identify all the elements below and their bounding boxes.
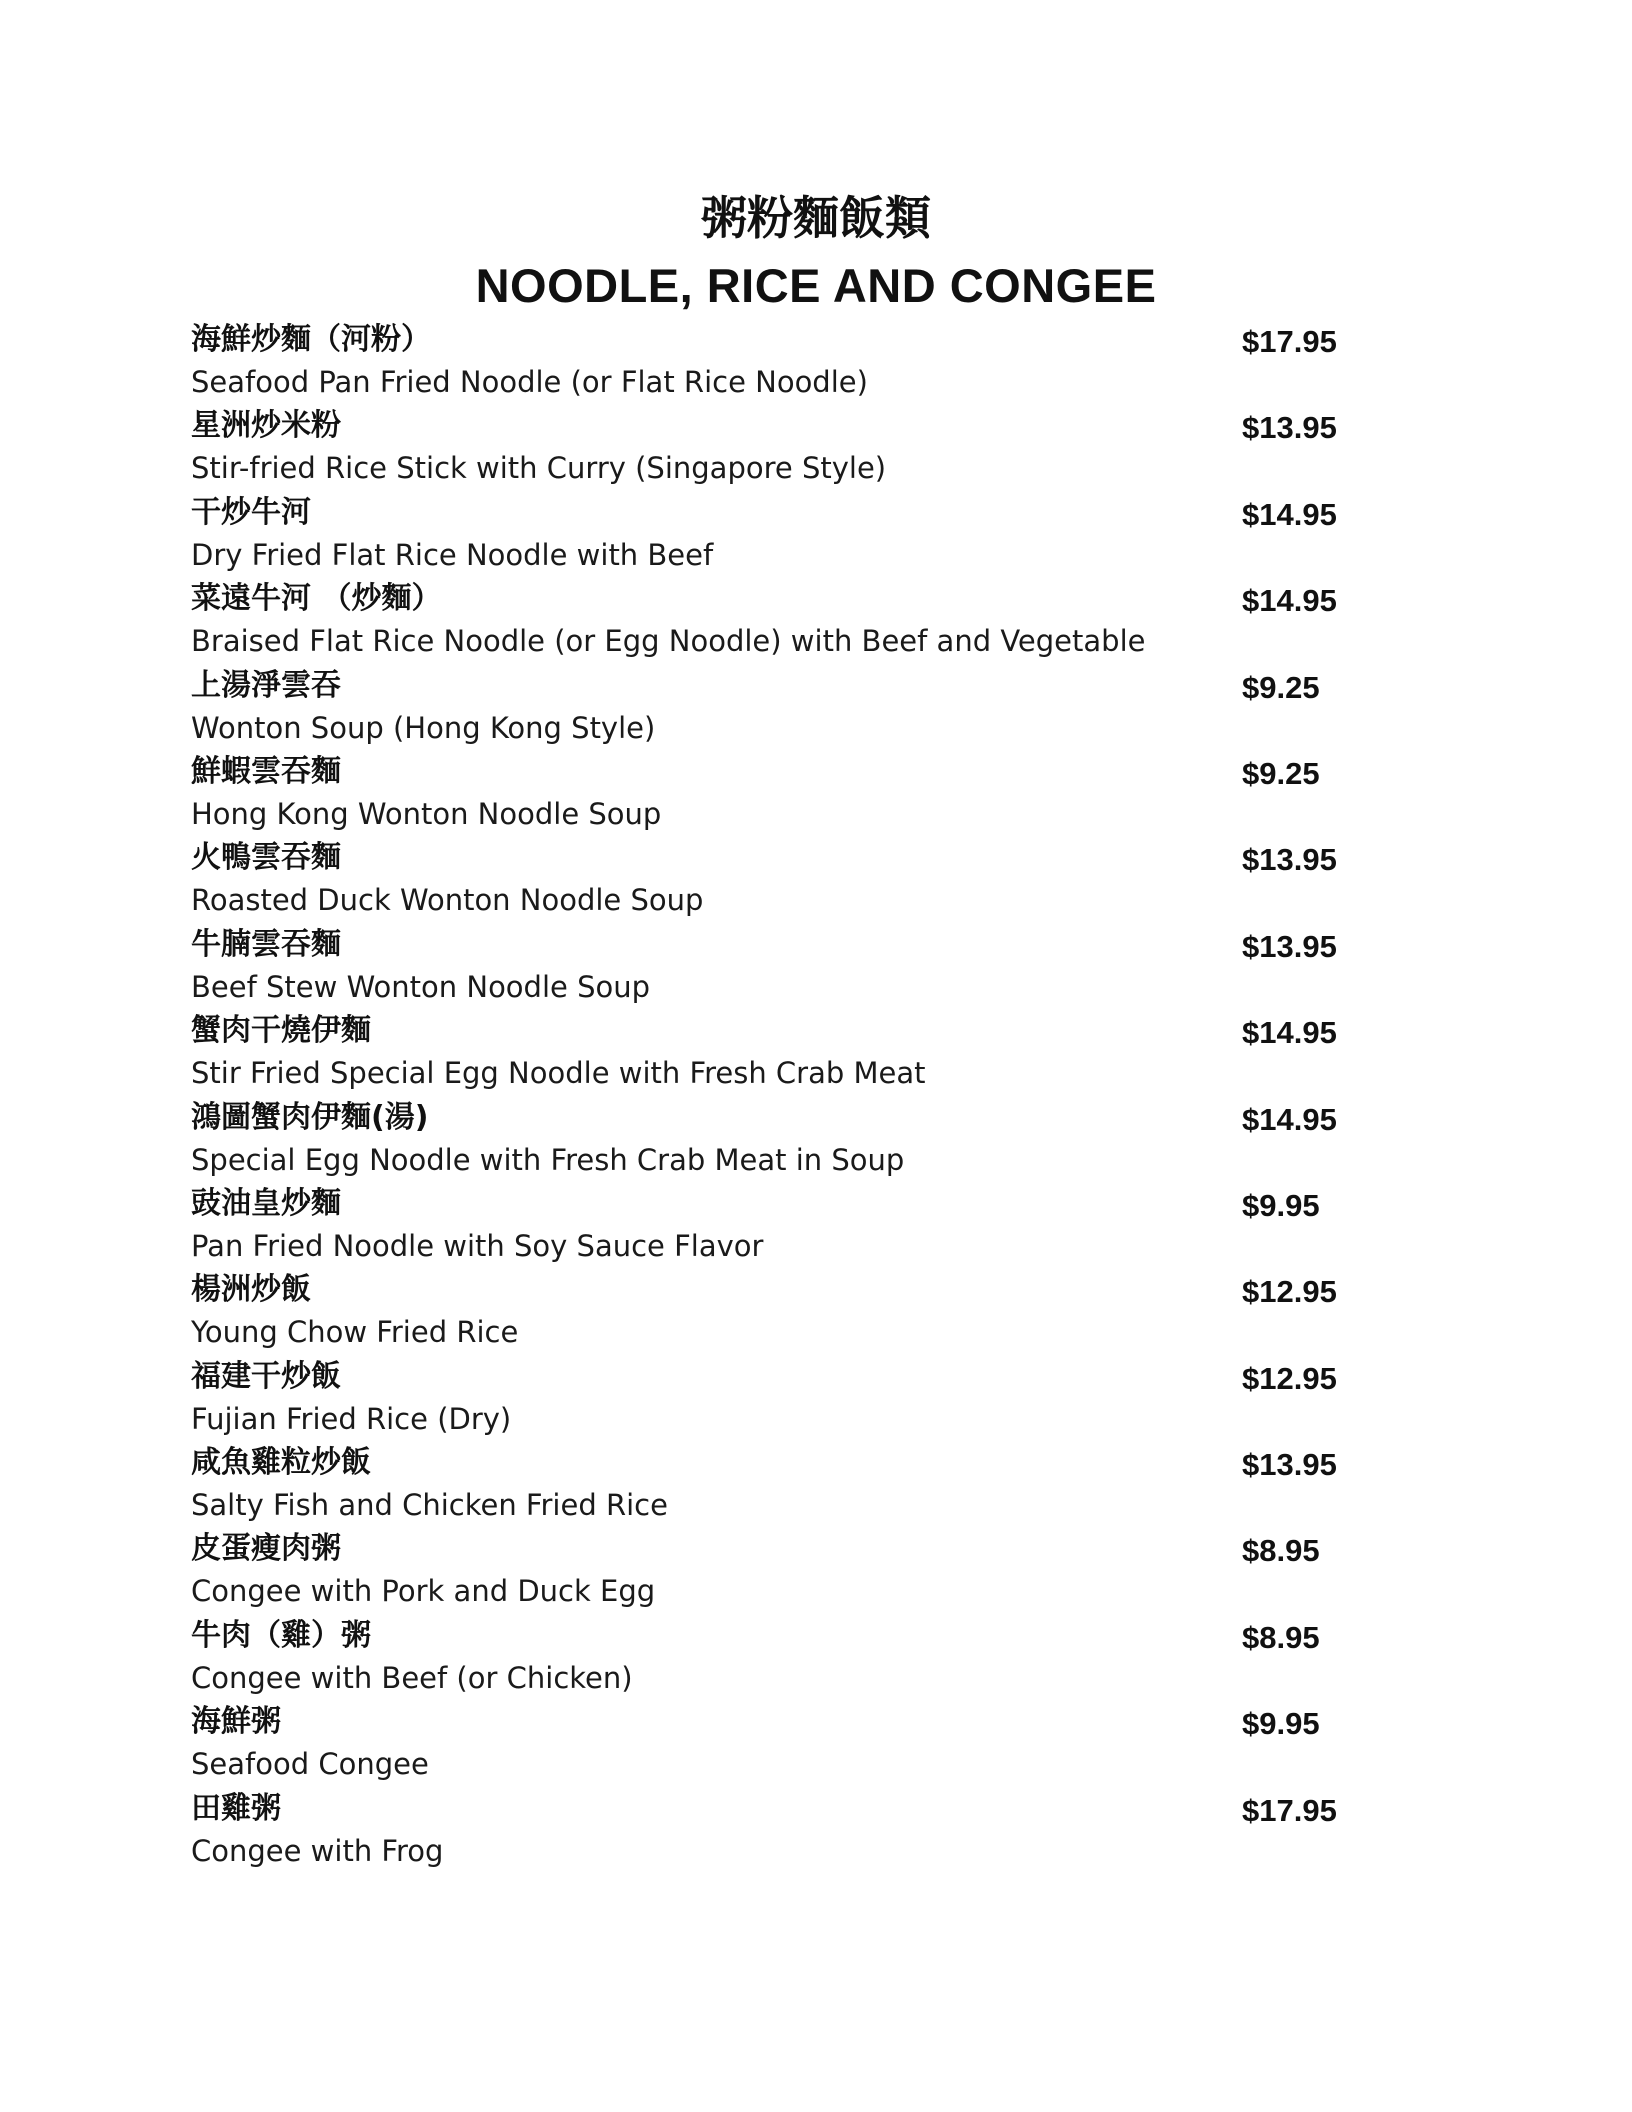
item-name-chinese: 牛腩雲吞麵: [191, 926, 341, 962]
item-name-chinese: 蟹肉干燒伊麵: [191, 1013, 371, 1049]
item-name-chinese: 干炒牛河: [191, 494, 311, 530]
item-name-chinese: 火鴨雲吞麵: [191, 840, 341, 876]
item-price: $9.25: [1242, 755, 1320, 791]
menu-item: [191, 318, 1341, 404]
menu-item: [191, 836, 1341, 922]
menu-item: [191, 1787, 1341, 1873]
item-name-chinese: 楊洲炒飯: [191, 1272, 311, 1308]
item-name-english: Seafood Congee: [191, 1747, 429, 1782]
menu-item: [191, 1614, 1341, 1700]
menu-item: [191, 404, 1341, 490]
item-name-chinese: 鴻圖蟹肉伊麵(湯): [191, 1099, 429, 1135]
item-name-english: Hong Kong Wonton Noodle Soup: [191, 796, 662, 831]
item-price: $14.95: [1242, 1015, 1337, 1051]
menu-item: [191, 1096, 1341, 1182]
menu-item: [191, 664, 1341, 750]
menu-item: [191, 1009, 1341, 1095]
item-name-english: Wonton Soup (Hong Kong Style): [191, 710, 656, 745]
menu-item: [191, 1441, 1341, 1527]
item-name-english: Pan Fried Noodle with Soy Sauce Flavor: [191, 1228, 764, 1263]
item-name-chinese: 田雞粥: [191, 1790, 281, 1826]
item-price: $9.95: [1242, 1706, 1320, 1742]
item-name-english: Special Egg Noodle with Fresh Crab Meat in Soup: [191, 1142, 905, 1177]
menu-item: [191, 1355, 1341, 1441]
item-price: $14.95: [1242, 583, 1337, 619]
item-name-chinese: 牛肉（雞）粥: [191, 1617, 371, 1653]
item-name-chinese: 福建干炒飯: [191, 1358, 341, 1394]
item-name-english: Braised Flat Rice Noodle (or Egg Noodle) with Beef and Vegetable: [191, 624, 1146, 659]
item-name-chinese: 咸魚雞粒炒飯: [191, 1445, 371, 1481]
menu-item: [191, 1700, 1341, 1786]
item-name-chinese: 鮮蝦雲吞麵: [191, 753, 341, 789]
menu-list: [191, 318, 1341, 1873]
item-name-english: Fujian Fried Rice (Dry): [191, 1401, 512, 1436]
item-name-english: Young Chow Fried Rice: [191, 1315, 519, 1350]
item-price: $14.95: [1242, 496, 1337, 532]
menu-item: [191, 923, 1341, 1009]
item-name-english: Beef Stew Wonton Noodle Soup: [191, 969, 651, 1004]
item-price: $13.95: [1242, 928, 1337, 964]
item-name-english: Stir-fried Rice Stick with Curry (Singapore Style): [191, 451, 887, 486]
menu-item: [191, 1268, 1341, 1354]
item-name-english: Seafood Pan Fried Noodle (or Flat Rice Noodle): [191, 365, 868, 399]
menu-item: [191, 577, 1341, 663]
item-price: $13.95: [1242, 842, 1337, 878]
item-name-chinese: 上湯淨雲吞: [191, 667, 341, 703]
item-name-chinese: 皮蛋瘦肉粥: [191, 1531, 341, 1567]
item-name-english: Roasted Duck Wonton Noodle Soup: [191, 883, 704, 918]
item-name-english: Congee with Beef (or Chicken): [191, 1660, 633, 1695]
item-price: $17.95: [1242, 324, 1337, 359]
item-name-chinese: 豉油皇炒麵: [191, 1185, 341, 1221]
menu-item: [191, 1182, 1341, 1268]
item-name-chinese: 海鮮炒麵（河粉）: [191, 322, 431, 357]
item-name-english: Stir Fried Special Egg Noodle with Fresh Crab Meat: [191, 1056, 926, 1091]
item-price: $9.25: [1242, 669, 1320, 705]
item-price: $8.95: [1242, 1619, 1320, 1655]
menu-item: [191, 750, 1341, 836]
item-name-chinese: 星洲炒米粉: [191, 408, 341, 444]
item-price: $9.95: [1242, 1187, 1320, 1223]
menu-item: [191, 491, 1341, 577]
item-name-english: Congee with Pork and Duck Egg: [191, 1574, 656, 1609]
item-price: $12.95: [1242, 1360, 1337, 1396]
page-title-chinese: 粥粉麵飯類: [701, 191, 931, 245]
item-name-english: Congee with Frog: [191, 1833, 444, 1868]
item-name-chinese: 海鮮粥: [191, 1704, 281, 1740]
item-price: $12.95: [1242, 1274, 1337, 1310]
page-title-english: NOODLE, RICE AND CONGEE: [475, 259, 1157, 312]
item-price: $13.95: [1242, 410, 1337, 446]
item-price: $8.95: [1242, 1533, 1320, 1569]
item-price: $13.95: [1242, 1447, 1337, 1483]
item-name-chinese: 菜遠牛河 （炒麵）: [191, 581, 442, 617]
item-price: $14.95: [1242, 1101, 1337, 1137]
menu-item: [191, 1527, 1341, 1613]
item-name-english: Dry Fried Flat Rice Noodle with Beef: [191, 537, 714, 572]
item-name-english: Salty Fish and Chicken Fried Rice: [191, 1488, 668, 1523]
item-price: $17.95: [1242, 1792, 1337, 1828]
